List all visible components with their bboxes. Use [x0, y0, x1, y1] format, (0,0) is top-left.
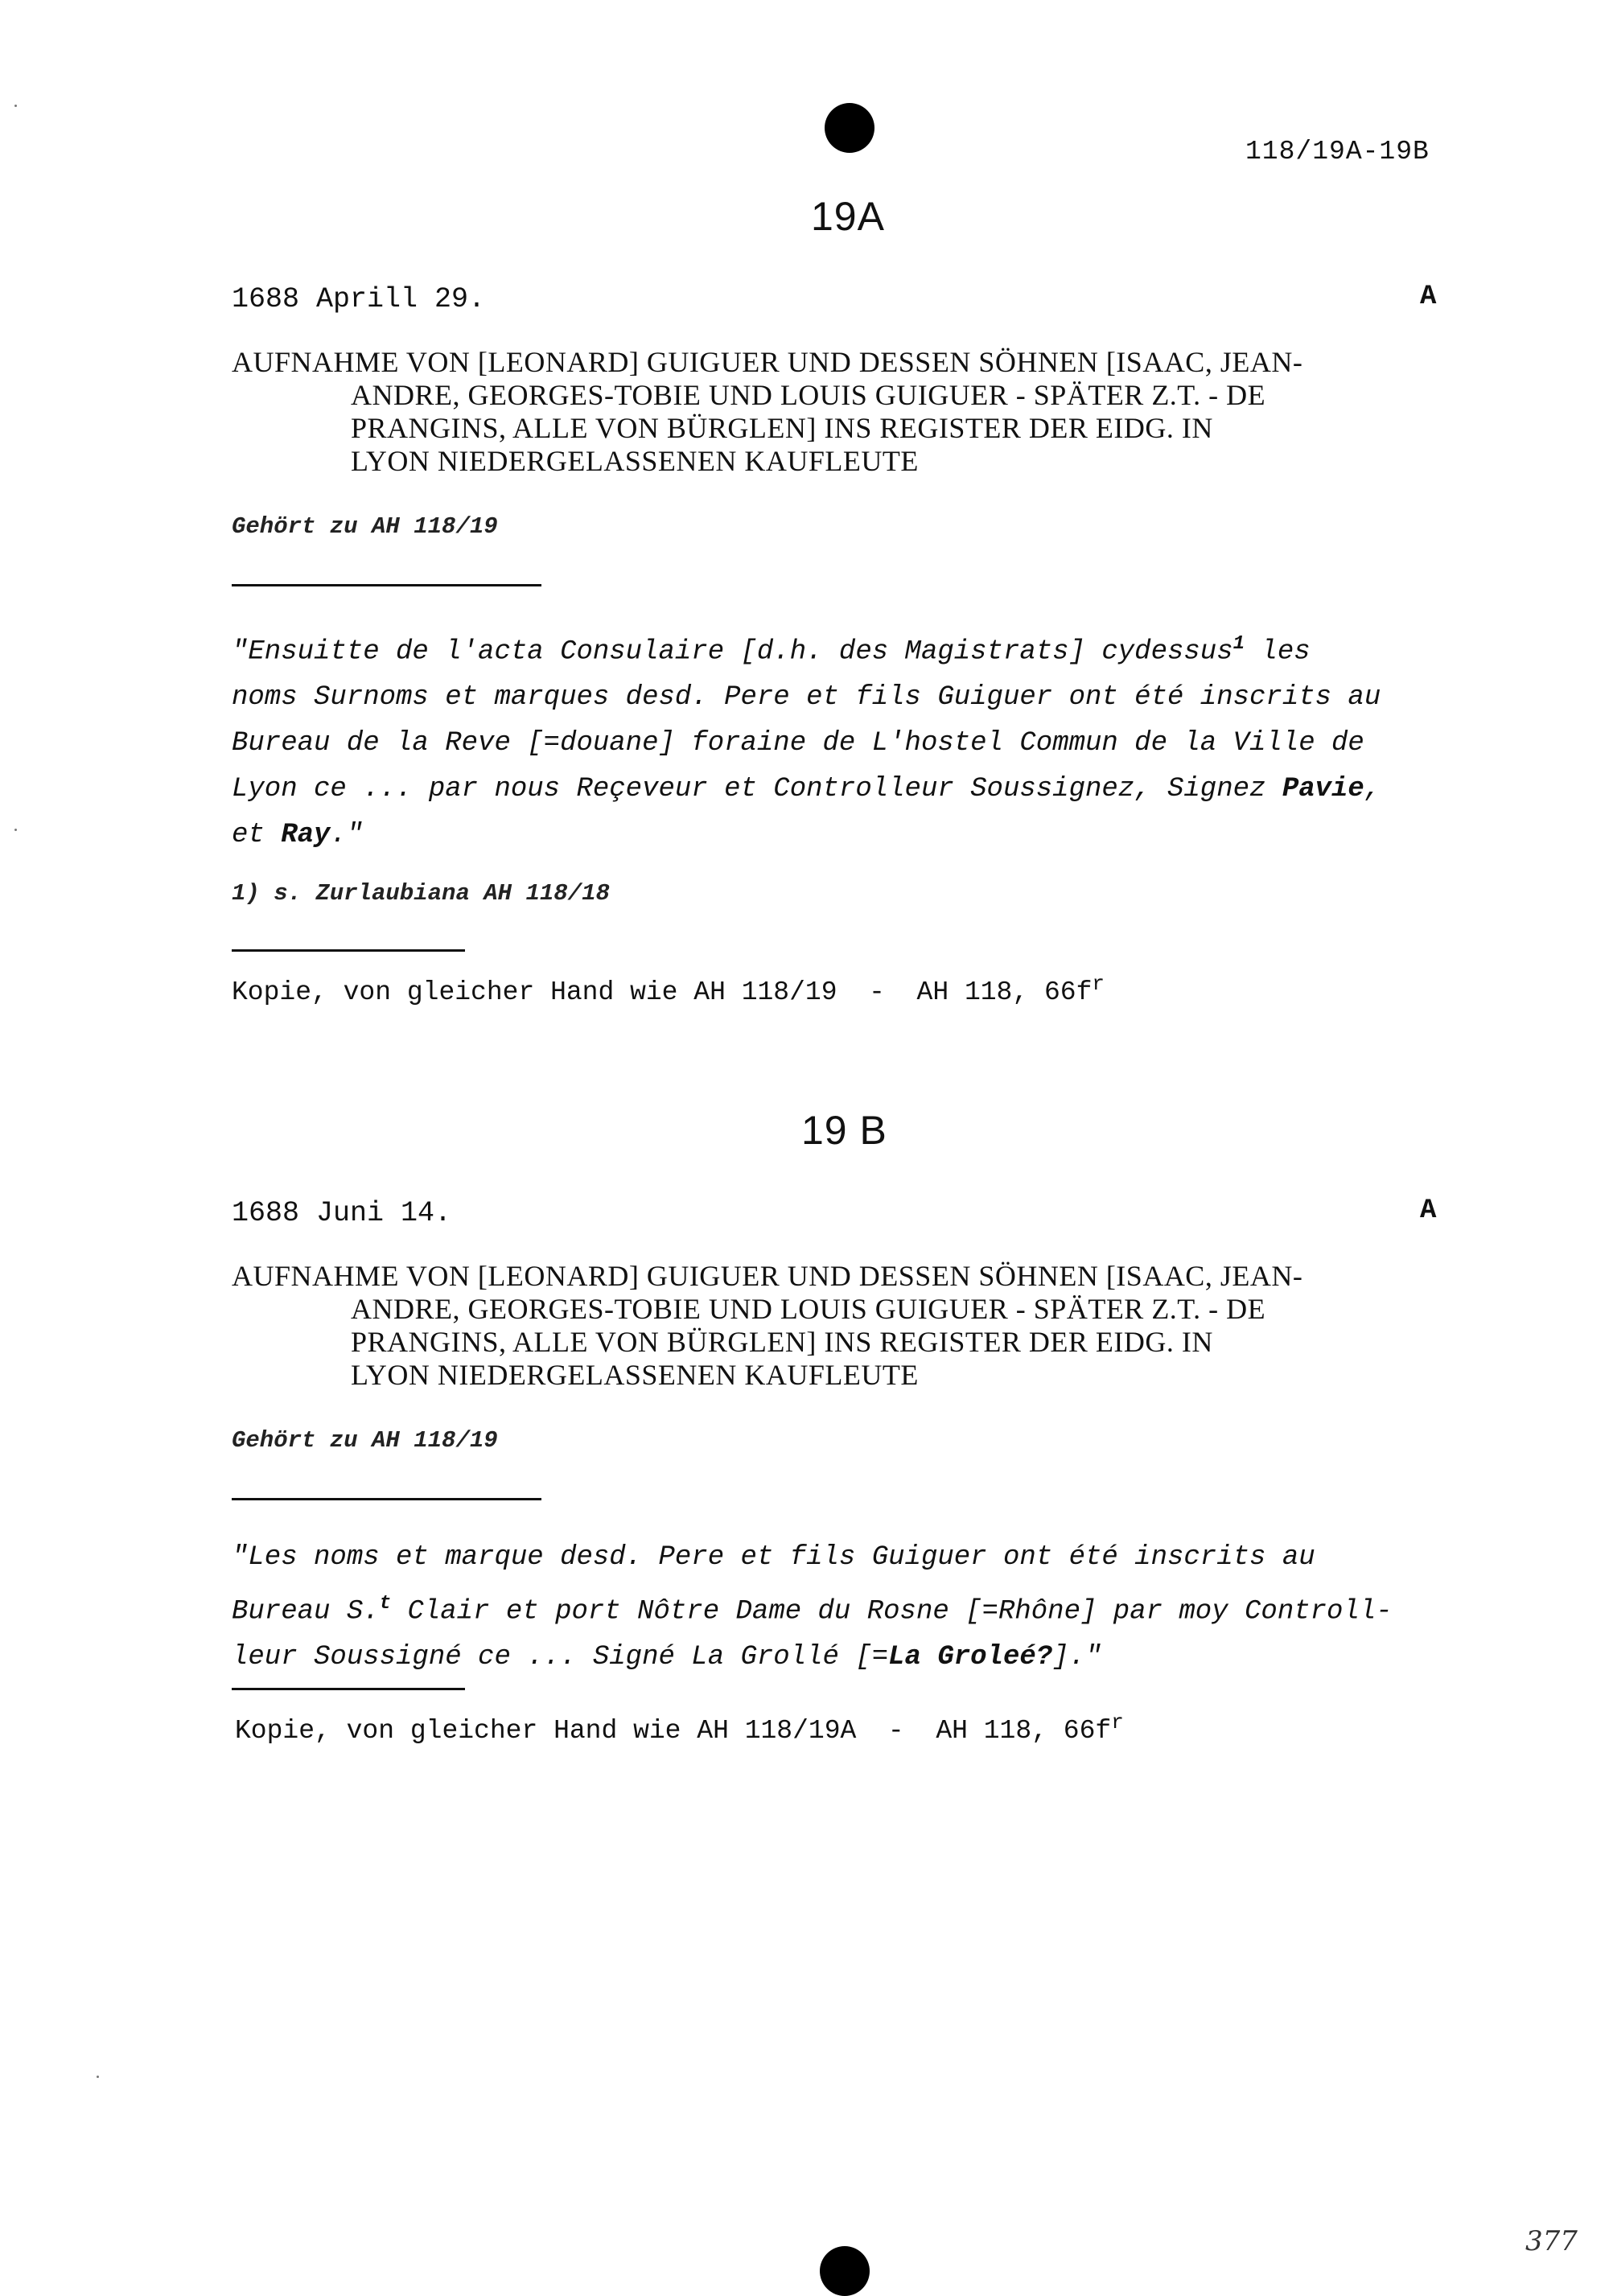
divider-rule [232, 1498, 541, 1500]
signatory-name: Ray [281, 820, 331, 851]
quote-line: "Les noms et marque desd. Pere et fils Guiguer ont été inscrits au [232, 1542, 1315, 1573]
emphasized-name: La Groleé? [888, 1642, 1053, 1673]
quote-line: et Ray." [232, 820, 364, 851]
quote-line: "Ensuitte de l'acta Consulaire [d.h. des Magistrats] cydessus$^1$ les [232, 633, 1311, 668]
page-number: 377 [1525, 2225, 1578, 2257]
footnote: 1) s. Zurlaubiana AH 118/18 [232, 880, 610, 907]
section-number: 19 B [801, 1108, 887, 1153]
signatory-name: Pavie [1282, 774, 1364, 805]
title-line: AUFNAHME VON [LEONARD] GUIGUER UND DESSEN SÖHNEN [ISAAC, JEAN- [232, 346, 1303, 378]
section-number: 19A [811, 194, 885, 239]
entry-grade: A [1420, 282, 1437, 312]
punch-hole-bottom [820, 2246, 870, 2296]
quote-line: leur Soussigné ce ... Signé La Grollé [=La Groleé?]." [232, 1642, 1102, 1673]
entry-date: 1688 Juni 14. [232, 1197, 452, 1229]
quoted-text [232, 1535, 1495, 1681]
quote-line: Lyon ce ... par nous Reçeveur et Controlleur Soussignez, Signez Pavie, [232, 774, 1381, 805]
copy-note: Kopie, von gleicher Hand wie AH 118/19 - AH 118, $66f^r$ [232, 972, 1105, 1007]
entry-grade: A [1420, 1195, 1437, 1226]
punch-hole-top [825, 103, 874, 153]
divider-rule [232, 949, 465, 952]
margin-mark [14, 829, 17, 831]
title-line: AUFNAHME VON [LEONARD] GUIGUER UND DESSEN SÖHNEN [ISAAC, JEAN- [232, 1260, 1303, 1292]
title-line: LYON NIEDERGELASSENEN KAUFLEUTE [351, 1359, 919, 1391]
document-reference: 118/19A-19B [1245, 137, 1430, 167]
quote-line: noms Surnoms et marques desd. Pere et fils Guiguer ont été inscrits au [232, 682, 1381, 714]
belongs-to-note: Gehört zu AH 118/19 [232, 1427, 498, 1454]
title-line: ANDRE, GEORGES-TOBIE UND LOUIS GUIGUER - SPÄTER Z.T. - DE [351, 1293, 1266, 1325]
margin-mark [97, 2076, 99, 2078]
entry-date: 1688 Aprill 29. [232, 283, 486, 315]
quote-line: Bureau de la Reve [=douane] foraine de L'hostel Commun de la Ville de [232, 728, 1364, 759]
title-line: ANDRE, GEORGES-TOBIE UND LOUIS GUIGUER - SPÄTER Z.T. - DE [351, 379, 1266, 411]
entry-title [232, 1260, 1479, 1392]
belongs-to-note: Gehört zu AH 118/19 [232, 513, 498, 540]
divider-rule [232, 584, 541, 586]
margin-mark [14, 105, 17, 107]
divider-rule [232, 1688, 465, 1690]
title-line: LYON NIEDERGELASSENEN KAUFLEUTE [351, 445, 919, 477]
title-line: PRANGINS, ALLE VON BÜRGLEN] INS REGISTER DER EIDG. IN [351, 1326, 1213, 1358]
quote-line: Bureau S.$^t$ Clair et port Nôtre Dame du Rosne [=Rhône] par moy Controll- [232, 1593, 1393, 1627]
entry-title [232, 346, 1479, 478]
footnote-marker: 1 [1232, 633, 1245, 655]
quoted-text [232, 621, 1487, 858]
title-line: PRANGINS, ALLE VON BÜRGLEN] INS REGISTER DER EIDG. IN [351, 412, 1213, 444]
copy-note: Kopie, von gleicher Hand wie AH 118/19A - AH 118, $66f^r$ [235, 1710, 1124, 1746]
